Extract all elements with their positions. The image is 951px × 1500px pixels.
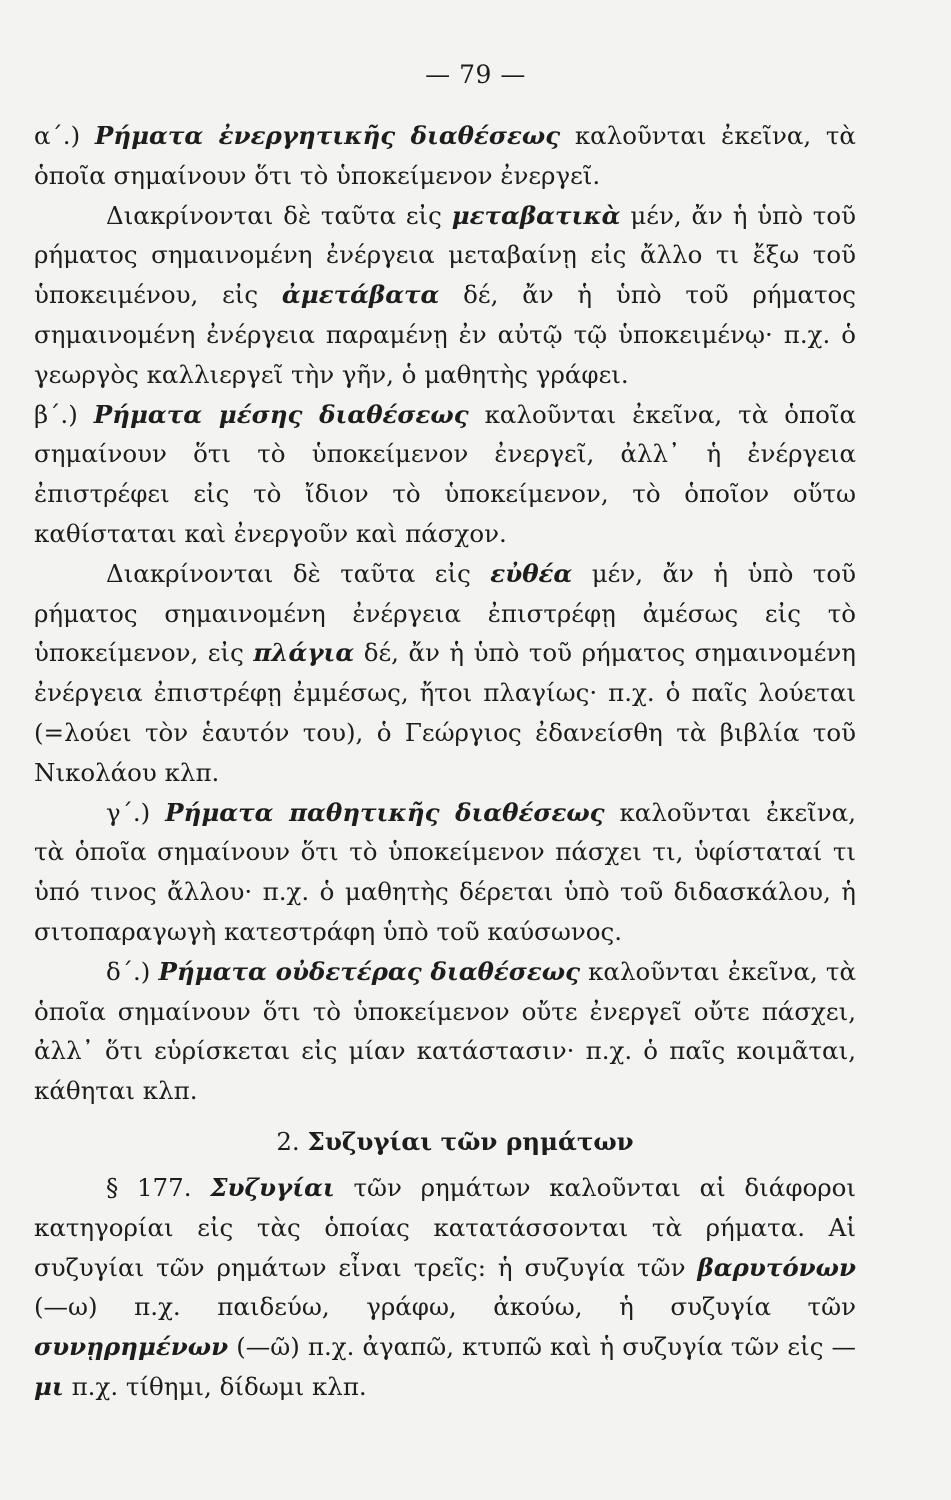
- term-contracted: συνῃρημένων: [34, 1332, 229, 1362]
- paragraph-text: Διακρίνονται δὲ ταῦτα εἰς: [106, 558, 491, 588]
- paragraph-text: καλοῦνται ἐκεῖνα, τὰ ὁποῖα σημαίνουν ὅτι τὸ ὑποκείμενον οὔτε ἐνεργεῖ οὔτε πάσχει, ἀλλ᾽ ὅτι εὑρίσκεται εἰς μίαν κατάστασιν· π.χ. ὁ παῖς κοιμᾶται, κάθηται κλπ.: [34, 956, 856, 1106]
- page-number: — 79 —: [425, 60, 526, 89]
- paragraph-text: π.χ. τίθημι, δίδωμι κλπ.: [63, 1371, 367, 1401]
- paragraph-text: δέ, ἄν ἡ ὑπὸ τοῦ ρήματος σημαινομένη ἐνέργεια ἐπιστρέφῃ ἐμμέσως, ἤτοι πλαγίως· π.χ. ὁ παῖς λούεται (=λούει τὸν ἑαυτόν του), ὁ Γεώργιος ἐδανείσθη τὰ βιβλία τοῦ Νικολάου κλπ.: [34, 638, 856, 787]
- paragraph-lead: δ΄.): [106, 956, 159, 986]
- paragraph-lead: α΄.): [34, 121, 95, 150]
- paragraph-lead: § 177.: [106, 1172, 211, 1202]
- page-body: [34, 116, 856, 1407]
- paragraph-text: καλοῦνται ἐκεῖνα, τὰ ὁποῖα σημαίνουν ὅτι τὸ ὑποκείμενον πάσχει τι, ὑφίσταταί τι ὑπό τινος ἄλλου· π.χ. ὁ μαθητὴς δέρεται ὑπὸ τοῦ διδασκάλου, ἡ σιτοπαραγωγὴ κατεστράφη ὑπὸ τοῦ καύσωνος.: [34, 797, 856, 946]
- paragraph-middle-voice: [34, 395, 856, 554]
- paragraph-text: Διακρίνονται δὲ ταῦτα εἰς: [106, 200, 452, 230]
- paragraph-text: μέν, ἄν ἡ ὑπὸ τοῦ ρήματος σημαινομένη ἐνέργεια μεταβαίνῃ εἰς ἄλλο τι ἔξω τοῦ ὑποκειμένου, εἰς: [34, 200, 856, 310]
- term-mi: μι: [34, 1371, 64, 1401]
- paragraph-text: μέν, ἄν ἡ ὑπὸ τοῦ ρήματος σημαινομένη ἐνέργεια ἐπιστρέφῃ ἀμέσως εἰς τὸ ὑποκείμενον, εἰς: [34, 558, 856, 668]
- paragraph-text: δέ, ἄν ἡ ὑπὸ τοῦ ρήματος σημαινομένη ἐνέργεια παραμένῃ ἐν αὐτῷ τῷ ὑποκειμένῳ· π.χ. ὁ γεωργὸς καλλιεργεῖ τὴν γῆν, ὁ μαθητὴς γράφει.: [34, 280, 856, 389]
- paragraph-lead: β΄.): [34, 399, 94, 429]
- term-indirect: πλάγια: [253, 638, 355, 668]
- paragraph-text: καλοῦνται ἐκεῖνα, τὰ ὁποῖα σημαίνουν ὅτι τὸ ὑποκείμενον ἐνεργεῖ.: [34, 121, 856, 190]
- paragraph-active-voice: [34, 116, 856, 196]
- term-active-voice: Ρήματα ἐνεργητικῆς διαθέσεως: [94, 121, 561, 150]
- paragraph-direct-indirect: [34, 554, 856, 793]
- term-passive-voice: Ρήματα παθητικῆς διαθέσεως: [165, 797, 605, 827]
- term-conjugations: Συζυγίαι: [210, 1172, 335, 1202]
- term-middle-voice: Ρήματα μέσης διαθέσεως: [93, 399, 469, 429]
- paragraph-text: (—ω) π.χ. παιδεύω, γράφω, ἀκούω, ἡ συζυγία τῶν: [34, 1292, 856, 1322]
- term-intransitive: ἀμετάβατα: [281, 280, 440, 310]
- section-number: 2.: [276, 1126, 308, 1156]
- term-transitive: μεταβατικὰ: [451, 200, 621, 230]
- paragraph-lead: γ΄.): [106, 797, 166, 827]
- paragraph-conjugations: [34, 1168, 856, 1407]
- paragraph-text: τῶν ρημάτων καλοῦνται αἱ διάφοροι κατηγορίαι εἰς τὰς ὁποίας κατατάσσονται τὰ ρήματα. Αἱ συζυγίαι τῶν ρημάτων εἶναι τρεῖς: ἡ συζυγία τῶν: [34, 1172, 856, 1282]
- term-neuter-voice: Ρήματα οὐδετέρας διαθέσεως: [158, 956, 580, 986]
- section-title: Συζυγίαι τῶν ρημάτων: [307, 1126, 634, 1156]
- section-heading: [34, 1116, 856, 1168]
- term-barytones: βαρυτόνων: [697, 1252, 856, 1282]
- paragraph-passive-voice: [34, 793, 856, 952]
- paragraph-text: καλοῦνται ἐκεῖνα, τὰ ὁποῖα σημαίνουν ὅτι τὸ ὑποκείμενον ἐνεργεῖ, ἀλλ᾽ ἡ ἐνέργεια ἐπιστρέφει εἰς τὸ ἴδιον τὸ ὑποκείμενον, τὸ ὁποῖον οὕτω καθίσταται καὶ ἐνεργοῦν καὶ πάσχον.: [34, 399, 856, 548]
- paragraph-transitive: [34, 196, 856, 395]
- term-direct: εὐθέα: [490, 558, 573, 588]
- paragraph-text: (—ῶ) π.χ. ἀγαπῶ, κτυπῶ καὶ ἡ συζυγία τῶν εἰς —: [228, 1332, 856, 1362]
- paragraph-neuter-voice: [34, 952, 856, 1111]
